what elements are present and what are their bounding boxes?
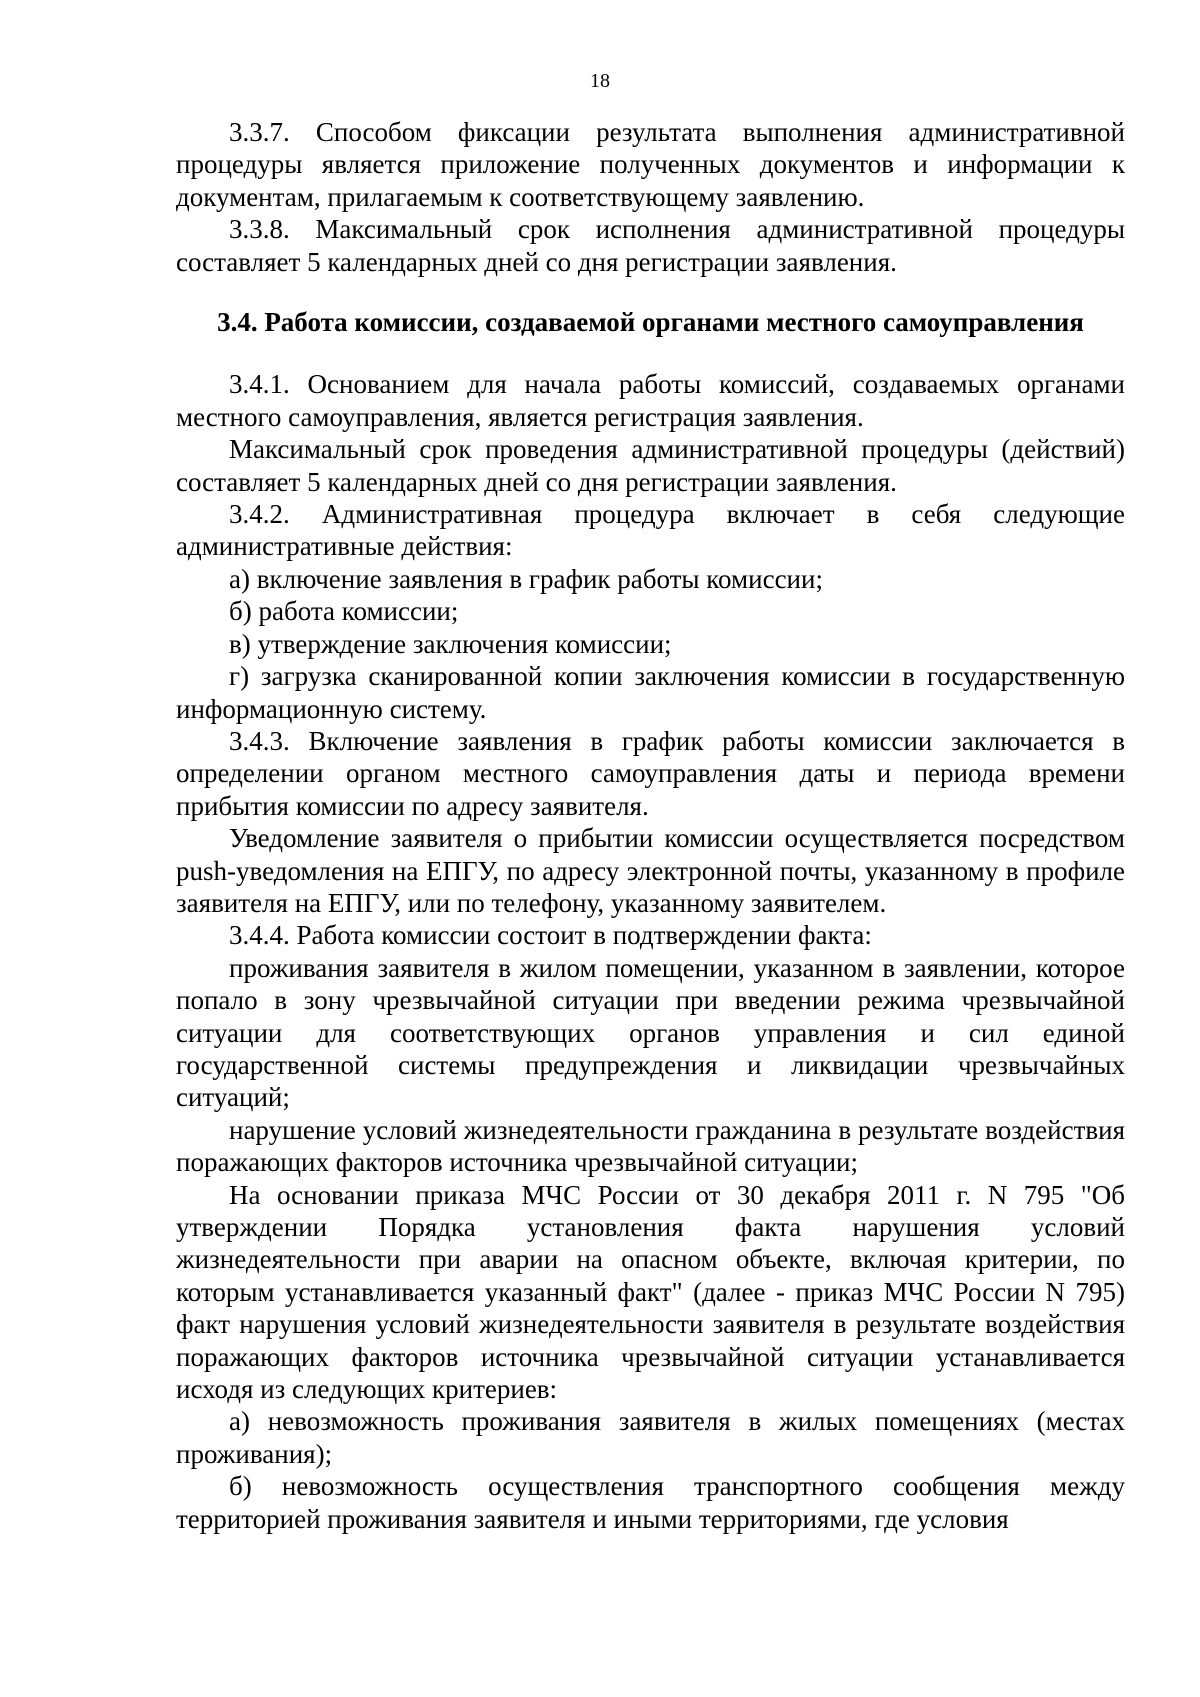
list-item-a: а) включение заявления в график работы комиссии; xyxy=(229,563,823,594)
paragraph-3-4-3: 3.4.3. Включение заявления в график работы комиссии заключается в определении органом местного самоуправления даты и периода времени прибытия комиссии по адресу заявителя. xyxy=(176,725,1125,821)
list-item-v: в) утверждение заключения комиссии; xyxy=(229,628,672,659)
paragraph-3-4-2: 3.4.2. Административная процедура включает в себя следующие административные действия: xyxy=(176,499,1125,562)
criteria-item-b: б) невозможность осуществления транспортного сообщения между территорией проживания заявителя и иными территориями, где условия xyxy=(176,1471,1125,1534)
paragraph-notification: Уведомление заявителя о прибытии комиссии осуществляется посредством push-уведомления на ЕПГУ, по адресу электронной почты, указанному в профиле заявителя на ЕПГУ, или по телефону, указанному заявителем. xyxy=(176,823,1125,918)
section-heading: 3.4. Работа комиссии, создаваемой органами местного самоуправления xyxy=(217,307,1084,338)
document-body xyxy=(176,116,1125,1535)
paragraph-max-term: Максимальный срок проведения административной процедуры (действий) составляет 5 календарных дней со дня регистрации заявления. xyxy=(176,434,1125,497)
page-number: 18 xyxy=(590,70,610,92)
paragraph-3-3-7: 3.3.7. Способом фиксации результата выполнения административной процедуры является приложение полученных документов и информации к документам, прилагаемым к соответствующему заявлению. xyxy=(176,117,1125,212)
criteria-item-a: а) невозможность проживания заявителя в жилых помещениях (местах проживания); xyxy=(176,1406,1125,1469)
paragraph-violation: нарушение условий жизнедеятельности гражданина в результате воздействия поражающих факторов источника чрезвычайной ситуации; xyxy=(176,1114,1125,1178)
list-item-g: г) загрузка сканированной копии заключения комиссии в государственную информационную систему. xyxy=(176,661,1125,724)
list-item-b: б) работа комиссии; xyxy=(229,596,459,627)
paragraph-order-795: На основании приказа МЧС России от 30 декабря 2011 г. N 795 "Об утверждении Порядка установления факта нарушения условий жизнедеятельности при аварии на опасном объекте, включая критерии, по которым устанавливается указанный факт" (далее - приказ МЧС России N 795) факт нарушения условий жизнедеятельности заявителя в результате воздействия поражающих факторов источника чрезвычайной ситуации устанавливается исходя из следующих критериев: xyxy=(176,1179,1125,1405)
paragraph-residence: проживания заявителя в жилом помещении, указанном в заявлении, которое попало в зону чрезвычайной ситуации при введении режима чрезвычайной ситуации для соответствующих органов управления и сил единой государственной системы предупреждения и ликвидации чрезвычайных ситуаций; xyxy=(176,952,1125,1113)
paragraph-3-4-4: 3.4.4. Работа комиссии состоит в подтверждении факта: xyxy=(229,920,872,951)
paragraph-3-3-8: 3.3.8. Максимальный срок исполнения административной процедуры составляет 5 календарных дней со дня регистрации заявления. xyxy=(176,214,1125,277)
paragraph-3-4-1: 3.4.1. Основанием для начала работы комиссий, создаваемых органами местного самоуправления, является регистрация заявления. xyxy=(176,369,1125,432)
